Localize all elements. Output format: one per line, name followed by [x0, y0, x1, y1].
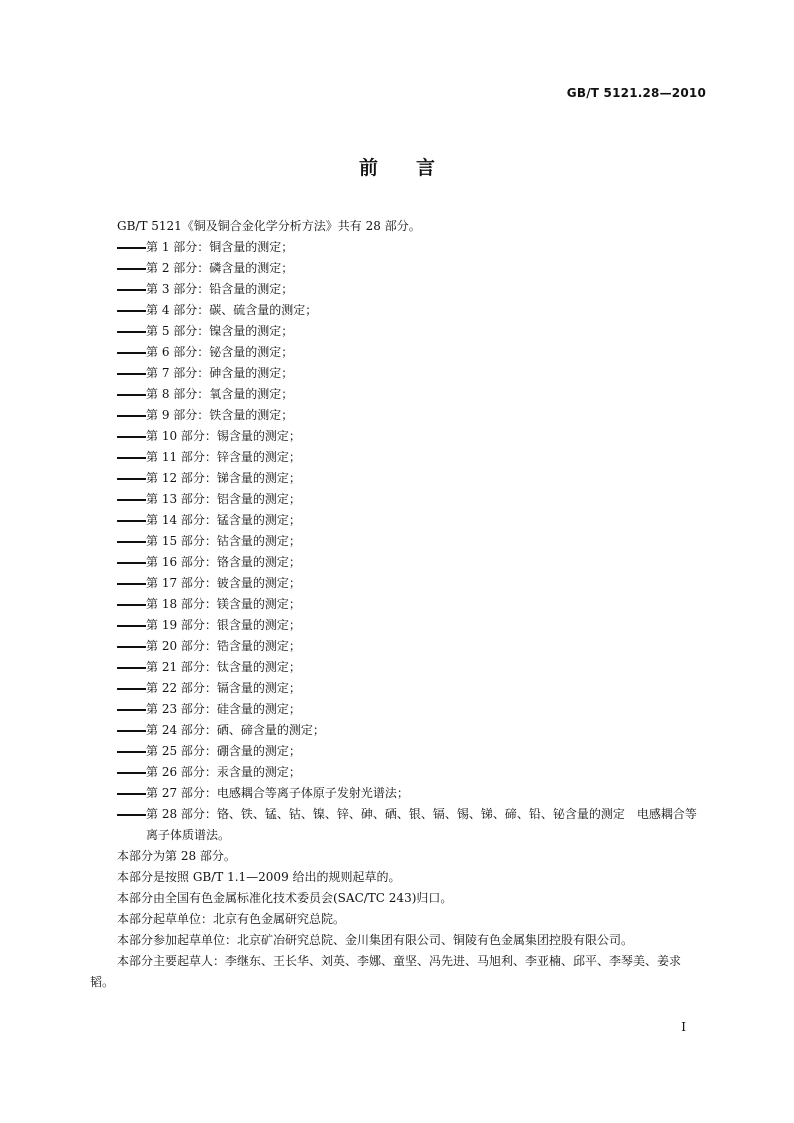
part-label: 第 14 部分：锰含量的测定； [146, 513, 301, 527]
part-item-20 [90, 636, 704, 657]
part-label: 第 5 部分：镍含量的测定； [146, 324, 294, 338]
part-item-5 [90, 321, 704, 342]
drafters-paragraph: 本部分主要起草人：李继东、王长华、刘英、李娜、童坚、冯先进、马旭利、李亚楠、邱平、李琴美、姜求韬。 [90, 954, 682, 989]
part-item-13 [90, 489, 704, 510]
part-label: 第 6 部分：铋含量的测定； [146, 345, 294, 359]
page-title-first-char: 前 [358, 157, 378, 179]
part-label: 第 24 部分：硒、碲含量的测定； [146, 723, 325, 737]
em-dash [117, 499, 146, 501]
drafting-rules-paragraph: 本部分是按照 GB/T 1.1—2009 给出的规则起草的。 [117, 870, 401, 884]
page-title-second-char: 言 [416, 157, 436, 179]
part-item-23 [90, 699, 704, 720]
part-item-14 [90, 510, 704, 531]
em-dash [117, 310, 146, 312]
em-dash [117, 604, 146, 606]
part-label: 第 22 部分：镉含量的测定； [146, 681, 301, 695]
this-part-paragraph: 本部分为第 28 部分。 [117, 849, 236, 863]
part-item-19 [90, 615, 704, 636]
part-item-17 [90, 573, 704, 594]
em-dash [117, 688, 146, 690]
em-dash [117, 772, 146, 774]
part-item-18 [90, 594, 704, 615]
part-item-21 [90, 657, 704, 678]
em-dash [117, 478, 146, 480]
part-item-15 [90, 531, 704, 552]
page-title [0, 153, 794, 180]
part-label: 第 7 部分：砷含量的测定； [146, 366, 294, 380]
part-label: 第 28 部分：铬、铁、锰、钴、镍、锌、砷、硒、银、镉、锡、锑、碲、铅、铋含量的测定 电感耦合等离子体质谱法。 [146, 807, 697, 842]
part-item-9 [90, 405, 704, 426]
em-dash [117, 751, 146, 753]
part-label: 第 18 部分：镁含量的测定； [146, 597, 301, 611]
part-item-25 [90, 741, 704, 762]
preface-body [90, 216, 704, 993]
part-label: 第 19 部分：银含量的测定； [146, 618, 301, 632]
part-item-6 [90, 342, 704, 363]
part-item-22 [90, 678, 704, 699]
em-dash [117, 583, 146, 585]
em-dash [117, 415, 146, 417]
page-number: I [681, 1020, 686, 1034]
em-dash [117, 268, 146, 270]
em-dash [117, 289, 146, 291]
em-dash [117, 646, 146, 648]
part-label: 第 2 部分：磷含量的测定； [146, 261, 294, 275]
part-item-12 [90, 468, 704, 489]
parts-list [90, 237, 704, 846]
part-item-26 [90, 762, 704, 783]
standard-number: GB/T 5121.28—2010 [566, 86, 706, 100]
part-label: 第 8 部分：氧含量的测定； [146, 387, 294, 401]
part-label: 第 23 部分：硅含量的测定； [146, 702, 301, 716]
part-item-7 [90, 363, 704, 384]
part-item-10 [90, 426, 704, 447]
em-dash [117, 331, 146, 333]
part-item-4 [90, 300, 704, 321]
em-dash [117, 814, 146, 816]
part-label: 第 17 部分：铍含量的测定； [146, 576, 301, 590]
part-label: 第 26 部分：汞含量的测定； [146, 765, 301, 779]
em-dash [117, 457, 146, 459]
intro-paragraph: GB/T 5121《铜及铜合金化学分析方法》共有 28 部分。 [117, 219, 421, 233]
part-item-28 [90, 804, 704, 846]
participating-units-paragraph: 本部分参加起草单位：北京矿冶研究总院、金川集团有限公司、铜陵有色金属集团控股有限公司。 [117, 933, 634, 947]
part-label: 第 21 部分：钛含量的测定； [146, 660, 301, 674]
em-dash [117, 541, 146, 543]
part-item-11 [90, 447, 704, 468]
part-label: 第 12 部分：锑含量的测定； [146, 471, 301, 485]
em-dash [117, 373, 146, 375]
part-label: 第 25 部分：硼含量的测定； [146, 744, 301, 758]
part-item-8 [90, 384, 704, 405]
part-label: 第 13 部分：铝含量的测定； [146, 492, 301, 506]
part-label: 第 16 部分：铬含量的测定； [146, 555, 301, 569]
part-label: 第 27 部分：电感耦合等离子体原子发射光谱法； [146, 786, 409, 800]
em-dash [117, 730, 146, 732]
em-dash [117, 709, 146, 711]
part-item-3 [90, 279, 704, 300]
part-label: 第 20 部分：锆含量的测定； [146, 639, 301, 653]
part-item-2 [90, 258, 704, 279]
em-dash [117, 793, 146, 795]
em-dash [117, 394, 146, 396]
part-label: 第 3 部分：铅含量的测定； [146, 282, 294, 296]
em-dash [117, 247, 146, 249]
part-label: 第 1 部分：铜含量的测定； [146, 240, 294, 254]
part-item-16 [90, 552, 704, 573]
part-item-24 [90, 720, 704, 741]
part-label: 第 9 部分：铁含量的测定； [146, 408, 294, 422]
committee-paragraph: 本部分由全国有色金属标准化技术委员会(SAC/TC 243)归口。 [117, 891, 453, 905]
part-label: 第 10 部分：锡含量的测定； [146, 429, 301, 443]
em-dash [117, 667, 146, 669]
em-dash [117, 436, 146, 438]
part-label: 第 4 部分：碳、硫含量的测定； [146, 303, 318, 317]
drafting-unit-paragraph: 本部分起草单位：北京有色金属研究总院。 [117, 912, 346, 926]
em-dash [117, 520, 146, 522]
part-item-27 [90, 783, 704, 804]
em-dash [117, 625, 146, 627]
part-label: 第 11 部分：锌含量的测定； [146, 450, 301, 464]
part-label: 第 15 部分：钴含量的测定； [146, 534, 301, 548]
part-item-1 [90, 237, 704, 258]
em-dash [117, 562, 146, 564]
em-dash [117, 352, 146, 354]
